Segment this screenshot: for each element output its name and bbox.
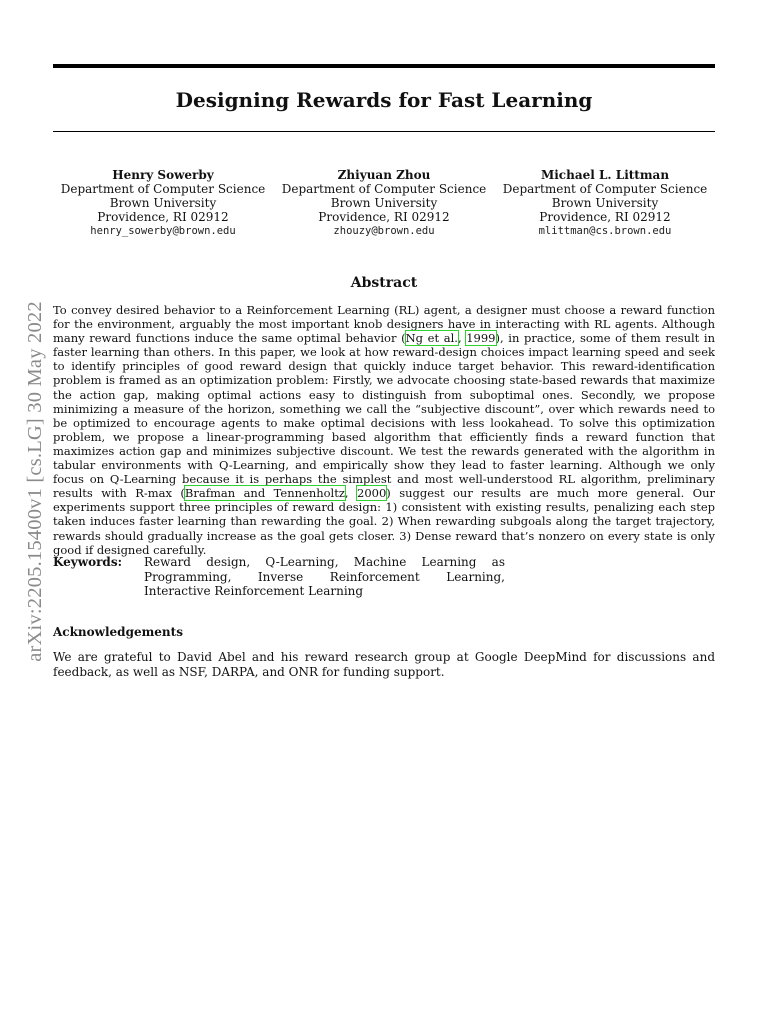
acknowledgements-text: We are grateful to David Abel and his reward research group at Google DeepMind for discussions and feedback, as well as NSF, DARPA, and ONR for funding support. [53,650,715,679]
author-1 [53,168,273,238]
author-name: Henry Sowerby [112,168,214,182]
citation-separator: , [457,331,467,346]
author-university: Brown University [330,196,438,210]
author-email: zhouzy@brown.edu [333,225,435,237]
author-department: Department of Computer Science [281,182,487,196]
author-department: Department of Computer Science [502,182,708,196]
author-university: Brown University [551,196,659,210]
author-address: Providence, RI 02912 [97,210,229,224]
author-department: Department of Computer Science [60,182,266,196]
title-bottom-rule [53,131,715,132]
author-address: Providence, RI 02912 [318,210,450,224]
acknowledgements-heading: Acknowledgements [53,625,183,639]
author-university: Brown University [109,196,217,210]
citation-link-ng-author[interactable]: Ng et al. [405,331,458,346]
author-block [53,168,715,238]
citation-separator: , [344,486,358,501]
author-email: henry_sowerby@brown.edu [90,225,236,237]
citation-link-brafman-year[interactable]: 2000 [357,486,387,501]
abstract-body [53,303,715,557]
abstract-text-part: To convey desired behavior to a Reinforcement Learning (RL) agent, a designer must choose a reward function for the environment, arguably the most important knob designers have in interacting with RL agents. Although many reward functions induce the same optimal behavior ( [53,303,715,346]
author-3 [495,168,715,238]
abstract-heading: Abstract [350,275,418,291]
paper-title: Designing Rewards for Fast Learning [175,88,593,112]
keywords-label: Keywords: [53,555,123,569]
abstract-text-part: ) suggest our results are much more general. Our experiments support three principles of reward design: 1) consistent with existing results, penalizing each step taken induces faster learning than rewarding the goal. 2) When rewarding subgoals along the target trajectory, rewards should gradually increase as the goal gets closer. 3) Dense reward that’s nonzero on every state is only good if designed carefully. [53,486,716,557]
author-name: Michael L. Littman [540,168,670,182]
citation-link-brafman-author[interactable]: Brafman and Tennenholtz [184,486,345,501]
author-email: mlittman@cs.brown.edu [538,225,672,237]
author-address: Providence, RI 02912 [539,210,671,224]
author-name: Zhiyuan Zhou [337,168,431,182]
arxiv-identifier-text: arXiv:2205.15400v1 [cs.LG] 30 May 2022 [23,300,46,662]
author-2 [274,168,494,238]
abstract-text-part: ), in practice, some of them result in faster learning than others. In this paper, we look at how reward-design choices impact learning speed and seek to identify principles of good reward design that quickly induce target behavior. This reward-identification problem is framed as an optimization problem: Firstly, we advocate choosing state-based rewards that maximize the action gap, making optimal actions easy to distinguish from suboptimal ones. Secondly, we propose minimizing a measure of the horizon, something we call the “subjective discount”, over which rewards need to be optimized to encourage agents to make optimal decisions with less lookahead. To solve this optimization problem, we propose a linear-programming based algorithm that efficiently finds a reward function that maximizes action gap and minimizes subjective discount. We test the rewards generated with the algorithm in tabular environments with Q-Learning, and empirically show they lead to faster learning. Although we only focus on Q-Learning because it is perhaps the simplest and most well-understood RL algorithm, preliminary results with R-max ( [53,331,716,501]
title-top-rule [53,64,715,68]
keywords-text: Reward design, Q-Learning, Machine Learning as Programming, Inverse Reinforcement Learning, Interactive Reinforcement Learning [144,555,505,598]
citation-link-ng-year[interactable]: 1999 [466,331,496,346]
